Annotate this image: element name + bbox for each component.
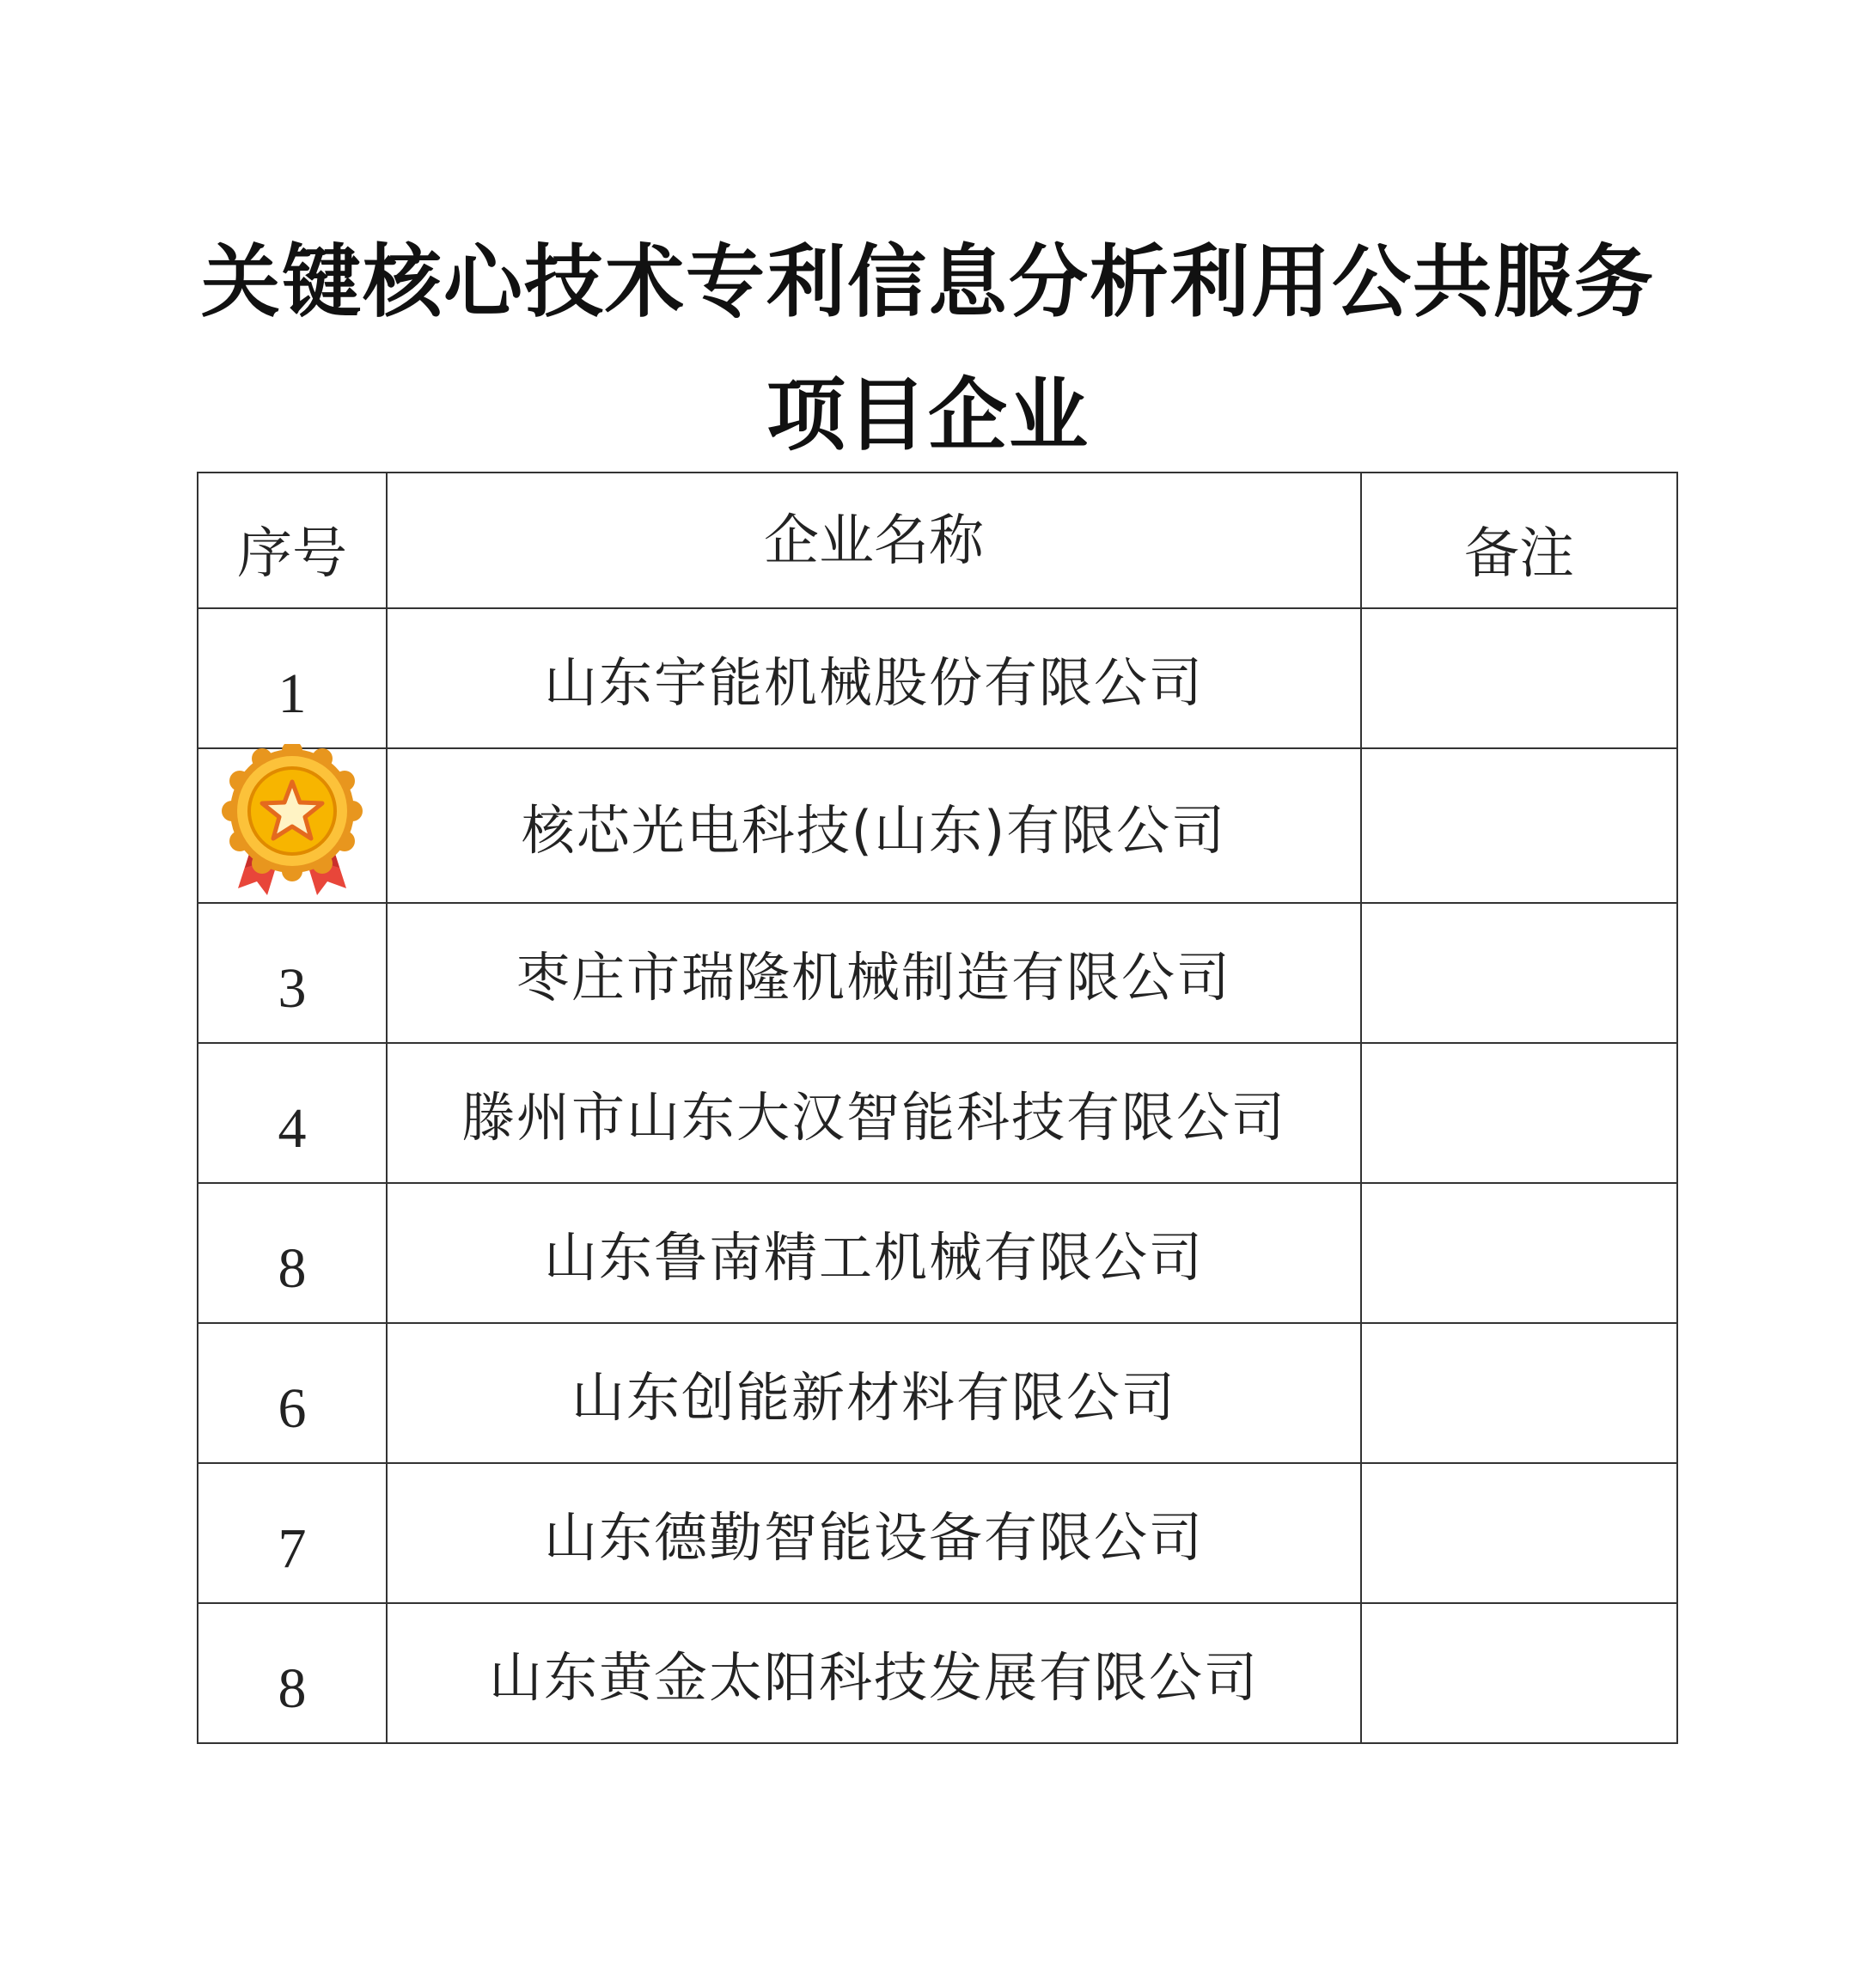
header-name-cell [387, 473, 1361, 608]
row-index-cell [198, 608, 387, 748]
row-index: 6 [278, 1376, 307, 1440]
row-name-cell [387, 1323, 1361, 1463]
row-index-cell [198, 1043, 387, 1183]
company-name: 山东创能新材料有限公司 [571, 1366, 1176, 1429]
table-row [198, 748, 1677, 903]
row-index: 8 [278, 1656, 307, 1720]
row-name-cell [387, 608, 1361, 748]
row-index: 4 [278, 1096, 307, 1160]
header-index-label: 序号 [237, 522, 347, 586]
row-note-cell [1361, 1043, 1677, 1183]
row-name-cell [387, 1463, 1361, 1603]
table-row [198, 1043, 1677, 1183]
medal-star-icon [219, 744, 365, 899]
table-row [198, 1323, 1677, 1463]
row-name-cell [387, 1043, 1361, 1183]
header-note-cell [1361, 473, 1677, 608]
table-row [198, 1603, 1677, 1743]
table-row [198, 903, 1677, 1043]
company-name: 核芯光电科技(山东)有限公司 [521, 798, 1227, 862]
row-index: 8 [278, 1236, 307, 1300]
row-index-cell [198, 748, 387, 903]
table-header-row [198, 473, 1677, 608]
company-name: 山东黄金太阳科技发展有限公司 [488, 1646, 1259, 1709]
row-note-cell [1361, 748, 1677, 903]
row-name-cell [387, 1183, 1361, 1323]
row-name-cell [387, 748, 1361, 903]
header-name-label: 企业名称 [764, 509, 984, 573]
row-index-cell [198, 1183, 387, 1323]
table-row [198, 608, 1677, 748]
row-name-cell [387, 1603, 1361, 1743]
row-note-cell [1361, 1603, 1677, 1743]
company-table [197, 472, 1678, 1744]
company-name: 枣庄市瑞隆机械制造有限公司 [516, 946, 1231, 1009]
row-index-cell [198, 903, 387, 1043]
page-title-line-1: 关键核心技术专利信息分析利用公共服务 [200, 235, 1655, 328]
page-title-line-2: 项目企业 [766, 369, 1090, 461]
row-index-cell [198, 1323, 387, 1463]
row-note-cell [1361, 608, 1677, 748]
header-note-label: 备注 [1464, 522, 1574, 586]
table-row [198, 1463, 1677, 1603]
header-index-cell [198, 473, 387, 608]
row-index-cell [198, 1463, 387, 1603]
company-name: 山东鲁南精工机械有限公司 [543, 1226, 1204, 1289]
company-name: 山东宇能机械股份有限公司 [543, 651, 1204, 714]
company-name: 滕州市山东大汉智能科技有限公司 [461, 1086, 1286, 1149]
row-name-cell [387, 903, 1361, 1043]
row-note-cell [1361, 1323, 1677, 1463]
company-name: 山东德勤智能设备有限公司 [543, 1506, 1204, 1569]
row-index-cell [198, 1603, 387, 1743]
row-index: 7 [278, 1516, 307, 1580]
row-note-cell [1361, 1183, 1677, 1323]
row-note-cell [1361, 903, 1677, 1043]
table-row [198, 1183, 1677, 1323]
row-index: 1 [278, 662, 307, 725]
row-index: 3 [278, 956, 307, 1020]
row-note-cell [1361, 1463, 1677, 1603]
